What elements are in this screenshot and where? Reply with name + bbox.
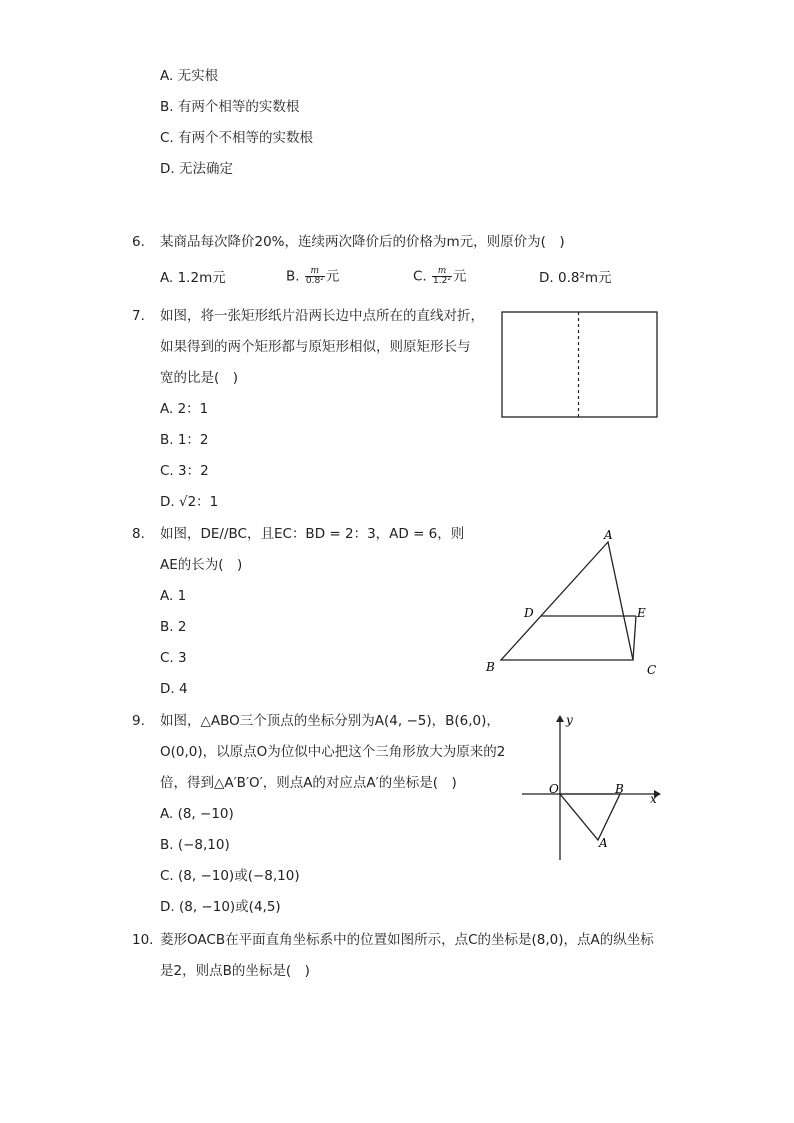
q7-stem-line-3: 宽的比是( ) <box>160 370 239 386</box>
label-a: A <box>599 836 608 850</box>
triangle-abc <box>501 542 633 660</box>
q8-number: 8. <box>132 526 145 542</box>
q5-option-d: D. 无法确定 <box>160 161 233 177</box>
q10-number: 10. <box>132 932 154 948</box>
label-d: D <box>524 606 534 620</box>
q6-number: 6. <box>132 234 145 250</box>
q5-option-b: B. 有两个相等的实数根 <box>160 99 300 115</box>
q8-option-b: B. 2 <box>160 619 187 635</box>
label-a: A <box>604 528 613 542</box>
q5-option-a: A. 无实根 <box>160 68 219 84</box>
rectangle-outline <box>502 312 657 417</box>
q9-stem-line-1: 如图，△ABO三个顶点的坐标分别为A(4, −5)，B(6,0)， <box>160 713 500 729</box>
q8-option-d: D. 4 <box>160 681 188 697</box>
label-b: B <box>615 782 624 796</box>
q8-triangle-figure <box>480 525 670 680</box>
q9-option-c: C. (8, −10)或(−8,10) <box>160 868 300 884</box>
q7-option-d: D. √2：1 <box>160 494 219 510</box>
q8-stem-line-1: 如图，DE//BC，且EC：BD = 2：3，AD = 6，则 <box>160 526 465 542</box>
label-e: E <box>637 606 646 620</box>
label-y: y <box>566 713 573 727</box>
q6-stem: 某商品每次降价20%，连续两次降价后的价格为m元，则原价为( ) <box>160 234 565 250</box>
q6-option-d: D. 0.8²m元 <box>539 270 612 286</box>
segment-ec <box>633 616 636 660</box>
q8-stem-line-2: AE的长为( ) <box>160 557 243 573</box>
label-x: x <box>650 792 657 806</box>
q6-option-c: C. $\frac{m}{\text{1.2²}}$ 元 <box>413 266 467 286</box>
q10-stem-line-1: 菱形OACB在平面直角坐标系中的位置如图所示，点C的坐标是(8,0)，点A的纵坐标 <box>160 932 654 948</box>
q10-stem-line-2: 是2，则点B的坐标是( ) <box>160 963 310 979</box>
q9-stem-line-3: 倍，得到△A′B′O′，则点A的对应点A′的坐标是( ) <box>160 775 457 791</box>
q8-option-a: A. 1 <box>160 588 187 604</box>
q9-coordinate-figure <box>520 710 665 865</box>
q6-option-a: A. 1.2m元 <box>160 270 226 286</box>
q8-option-c: C. 3 <box>160 650 187 666</box>
q9-option-a: A. (8, −10) <box>160 806 234 822</box>
q9-stem-line-2: O(0,0)，以原点O为位似中心把这个三角形放大为原来的2 <box>160 744 506 760</box>
label-b: B <box>486 660 495 674</box>
q7-number: 7. <box>132 308 145 324</box>
q9-option-b: B. (−8,10) <box>160 837 230 853</box>
y-axis-arrow <box>556 715 564 722</box>
q7-option-b: B. 1：2 <box>160 432 209 448</box>
q7-stem-line-2: 如果得到的两个矩形都与原矩形相似，则原矩形长与 <box>160 339 471 355</box>
q7-rectangle-figure <box>500 310 660 420</box>
q7-option-c: C. 3：2 <box>160 463 209 479</box>
q9-number: 9. <box>132 713 145 729</box>
q5-option-c: C. 有两个不相等的实数根 <box>160 130 314 146</box>
q7-option-a: A. 2：1 <box>160 401 209 417</box>
q9-option-d: D. (8, −10)或(4,5) <box>160 899 281 915</box>
triangle-abo <box>560 794 620 840</box>
q6-option-b: B. $\frac{m}{\text{0.8²}}$ 元 <box>286 266 340 286</box>
q7-stem-line-1: 如图，将一张矩形纸片沿两长边中点所在的直线对折， <box>160 308 484 324</box>
label-o: O <box>549 782 559 796</box>
label-c: C <box>647 663 657 677</box>
